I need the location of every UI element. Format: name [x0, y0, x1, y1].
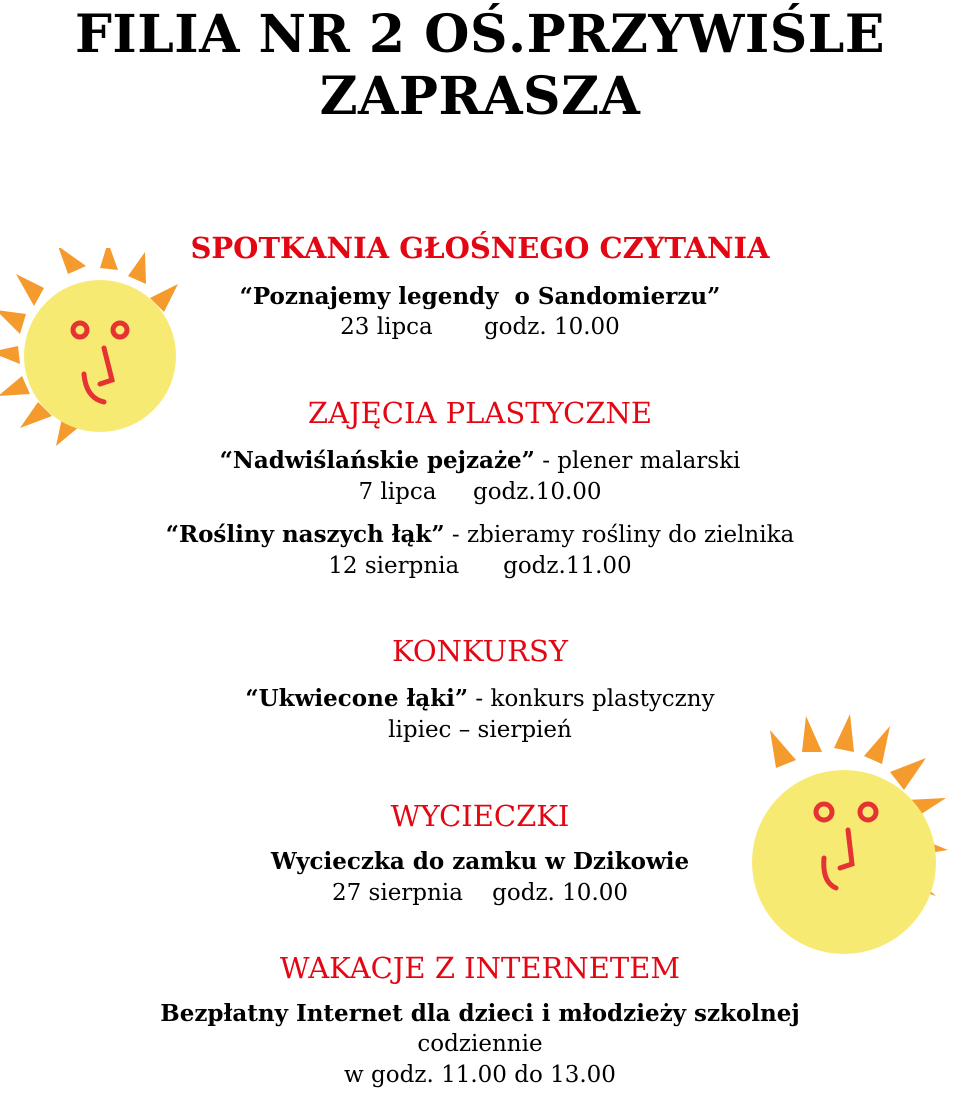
- art-event1: [0, 447, 960, 474]
- reading-date-time: 23 lipca godz. 10.00: [340, 314, 620, 340]
- art-event1-date-time: 7 lipca godz.10.00: [358, 479, 602, 505]
- art-event1-title: “Nadwiślańskie pejzaże”: [219, 447, 535, 474]
- contest-event-title: “Ukwiecone łąki”: [245, 685, 469, 712]
- section-title-contests: KONKURSY: [392, 634, 568, 668]
- art-event2-date-time: 12 sierpnia godz.11.00: [328, 553, 632, 579]
- art-event1-desc: - plener malarski: [534, 448, 741, 474]
- sun-face-icon: [740, 712, 950, 972]
- trip-event-title: Wycieczka do zamku w Dzikowie: [270, 848, 690, 875]
- section-title-art: ZAJĘCIA PLASTYCZNE: [307, 396, 653, 430]
- art-event2-title: “Rośliny naszych łąk”: [165, 521, 445, 548]
- contest-event-desc: - konkurs plastyczny: [468, 686, 715, 712]
- art-event2-desc: - zbieramy rośliny do zielnika: [444, 522, 795, 548]
- internet-frequency: codziennie: [417, 1031, 543, 1057]
- contest-event: [0, 685, 960, 712]
- reading-event-title: “Poznajemy legendy o Sandomierzu”: [239, 283, 721, 310]
- contest-period: lipiec – sierpień: [388, 717, 572, 743]
- trip-date-time: 27 sierpnia godz. 10.00: [331, 880, 629, 906]
- page-title-line1: FILIA NR 2 OŚ.PRZYWIŚLE: [74, 4, 886, 65]
- page-title-line2: ZAPRASZA: [319, 66, 641, 127]
- internet-hours: w godz. 11.00 do 13.00: [344, 1062, 616, 1088]
- section-title-reading: SPOTKANIA GŁOŚNEGO CZYTANIA: [190, 231, 770, 265]
- section-title-internet: WAKACJE Z INTERNETEM: [279, 951, 681, 985]
- art-event2: [0, 521, 960, 548]
- section-title-trips: WYCIECZKI: [390, 799, 570, 833]
- internet-event-title: Bezpłatny Internet dla dzieci i młodzieży szkolnej: [160, 1000, 800, 1027]
